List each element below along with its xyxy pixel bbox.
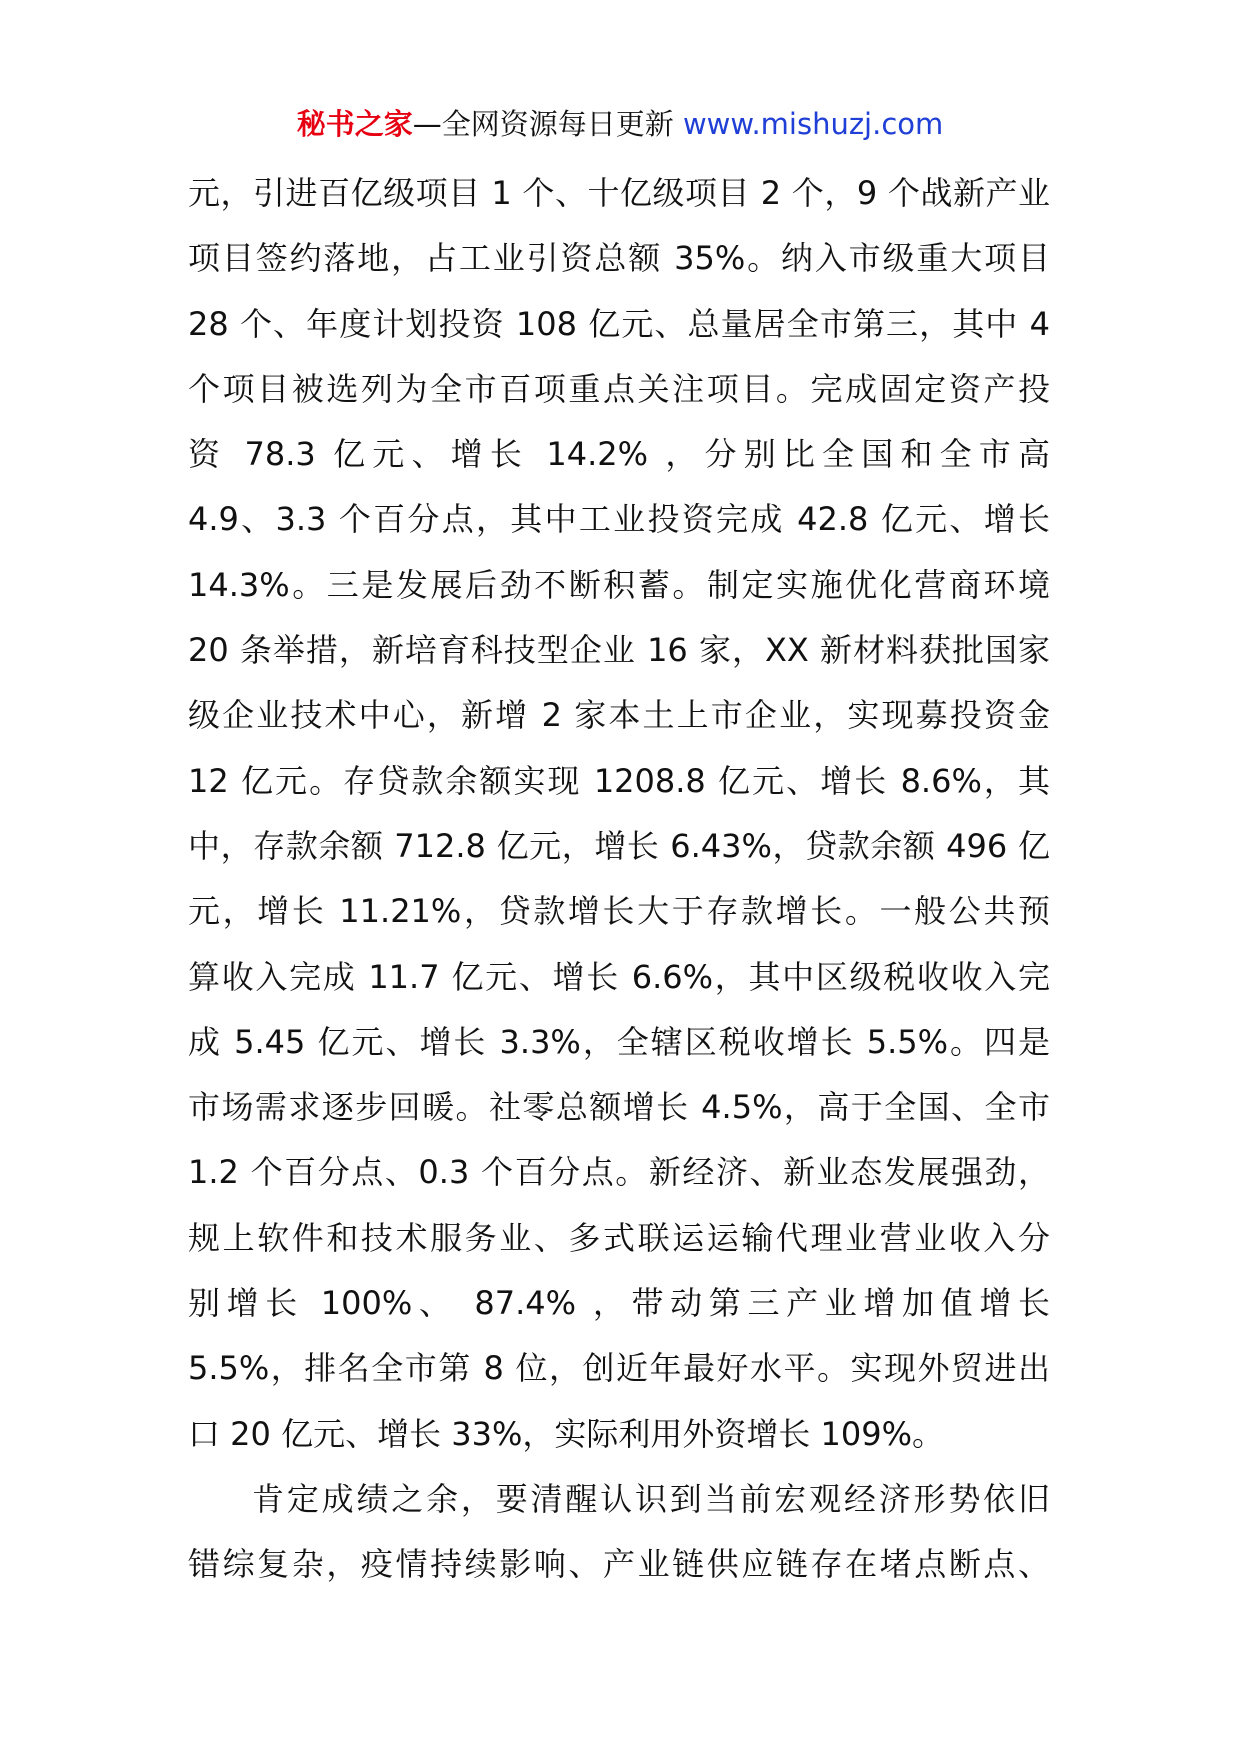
- text-line: 个项目被选列为全市百项重点关注项目。完成固定资产投: [188, 369, 1050, 408]
- text-line: 规上软件和技术服务业、多式联运运输代理业营业收入分: [188, 1218, 1050, 1257]
- text-line: 12 亿元。存贷款余额实现 1208.8 亿元、增长 8.6%，其: [188, 761, 1050, 800]
- text-line: 级企业技术中心，新增 2 家本土上市企业，实现募投资金: [188, 696, 1050, 735]
- text-line: 算收入完成 11.7 亿元、增长 6.6%，其中区级税收收入完: [188, 957, 1050, 996]
- text-line: 元，引进百亿级项目 1 个、十亿级项目 2 个，9 个战新产业: [188, 174, 1050, 212]
- text-line: 元，增长 11.21%，贷款增长大于存款增长。一般公共预: [188, 892, 1050, 931]
- text-line: 错综复杂，疫情持续影响、产业链供应链存在堵点断点、: [188, 1545, 1050, 1584]
- text-line: 4.9、3.3 个百分点，其中工业投资完成 42.8 亿元、增长: [188, 500, 1050, 539]
- text-line: 14.3%。三是发展后劲不断积蓄。制定实施优化营商环境: [188, 565, 1050, 604]
- text-line: 5.5%，排名全市第 8 位，创近年最好水平。实现外贸进出: [188, 1349, 1050, 1388]
- text-line: 口 20 亿元、增长 33%，实际利用外资增长 109%。: [188, 1414, 945, 1453]
- paragraph: [188, 168, 1050, 1474]
- header-slogan: —全网资源每日更新: [412, 107, 683, 141]
- text-line: 市场需求逐步回暖。社零总额增长 4.5%，高于全国、全市: [188, 1088, 1050, 1127]
- text-line: 成 5.45 亿元、增长 3.3%，全辖区税收增长 5.5%。四是: [188, 1022, 1050, 1061]
- text-line: 28 个、年度计划投资 108 亿元、总量居全市第三，其中 4: [188, 304, 1050, 343]
- text-line: 资 78.3 亿元、增长 14.2% ，分别比全国和全市高: [188, 435, 1050, 474]
- text-line: 1.2 个百分点、0.3 个百分点。新经济、新业态发展强劲，: [188, 1153, 1050, 1192]
- text-line: 肯定成绩之余，要清醒认识到当前宏观经济形势依旧: [252, 1479, 1050, 1518]
- brand-name: 秘书之家: [296, 107, 413, 141]
- text-line: 中，存款余额 712.8 亿元，增长 6.43%，贷款余额 496 亿: [188, 826, 1050, 865]
- text-line: 20 条举措，新培育科技型企业 16 家，XX 新材料获批国家: [188, 631, 1050, 670]
- text-line: 项目签约落地，占工业引资总额 35%。纳入市级重大项目: [188, 239, 1050, 278]
- text-line: 别增长 100%、 87.4% ，带动第三产业增加值增长: [188, 1284, 1050, 1323]
- site-header: [0, 104, 1240, 144]
- paragraph: [188, 1474, 1050, 1605]
- site-url-link[interactable]: www.mishuzj.com: [682, 107, 944, 141]
- document-body: [188, 168, 1050, 1605]
